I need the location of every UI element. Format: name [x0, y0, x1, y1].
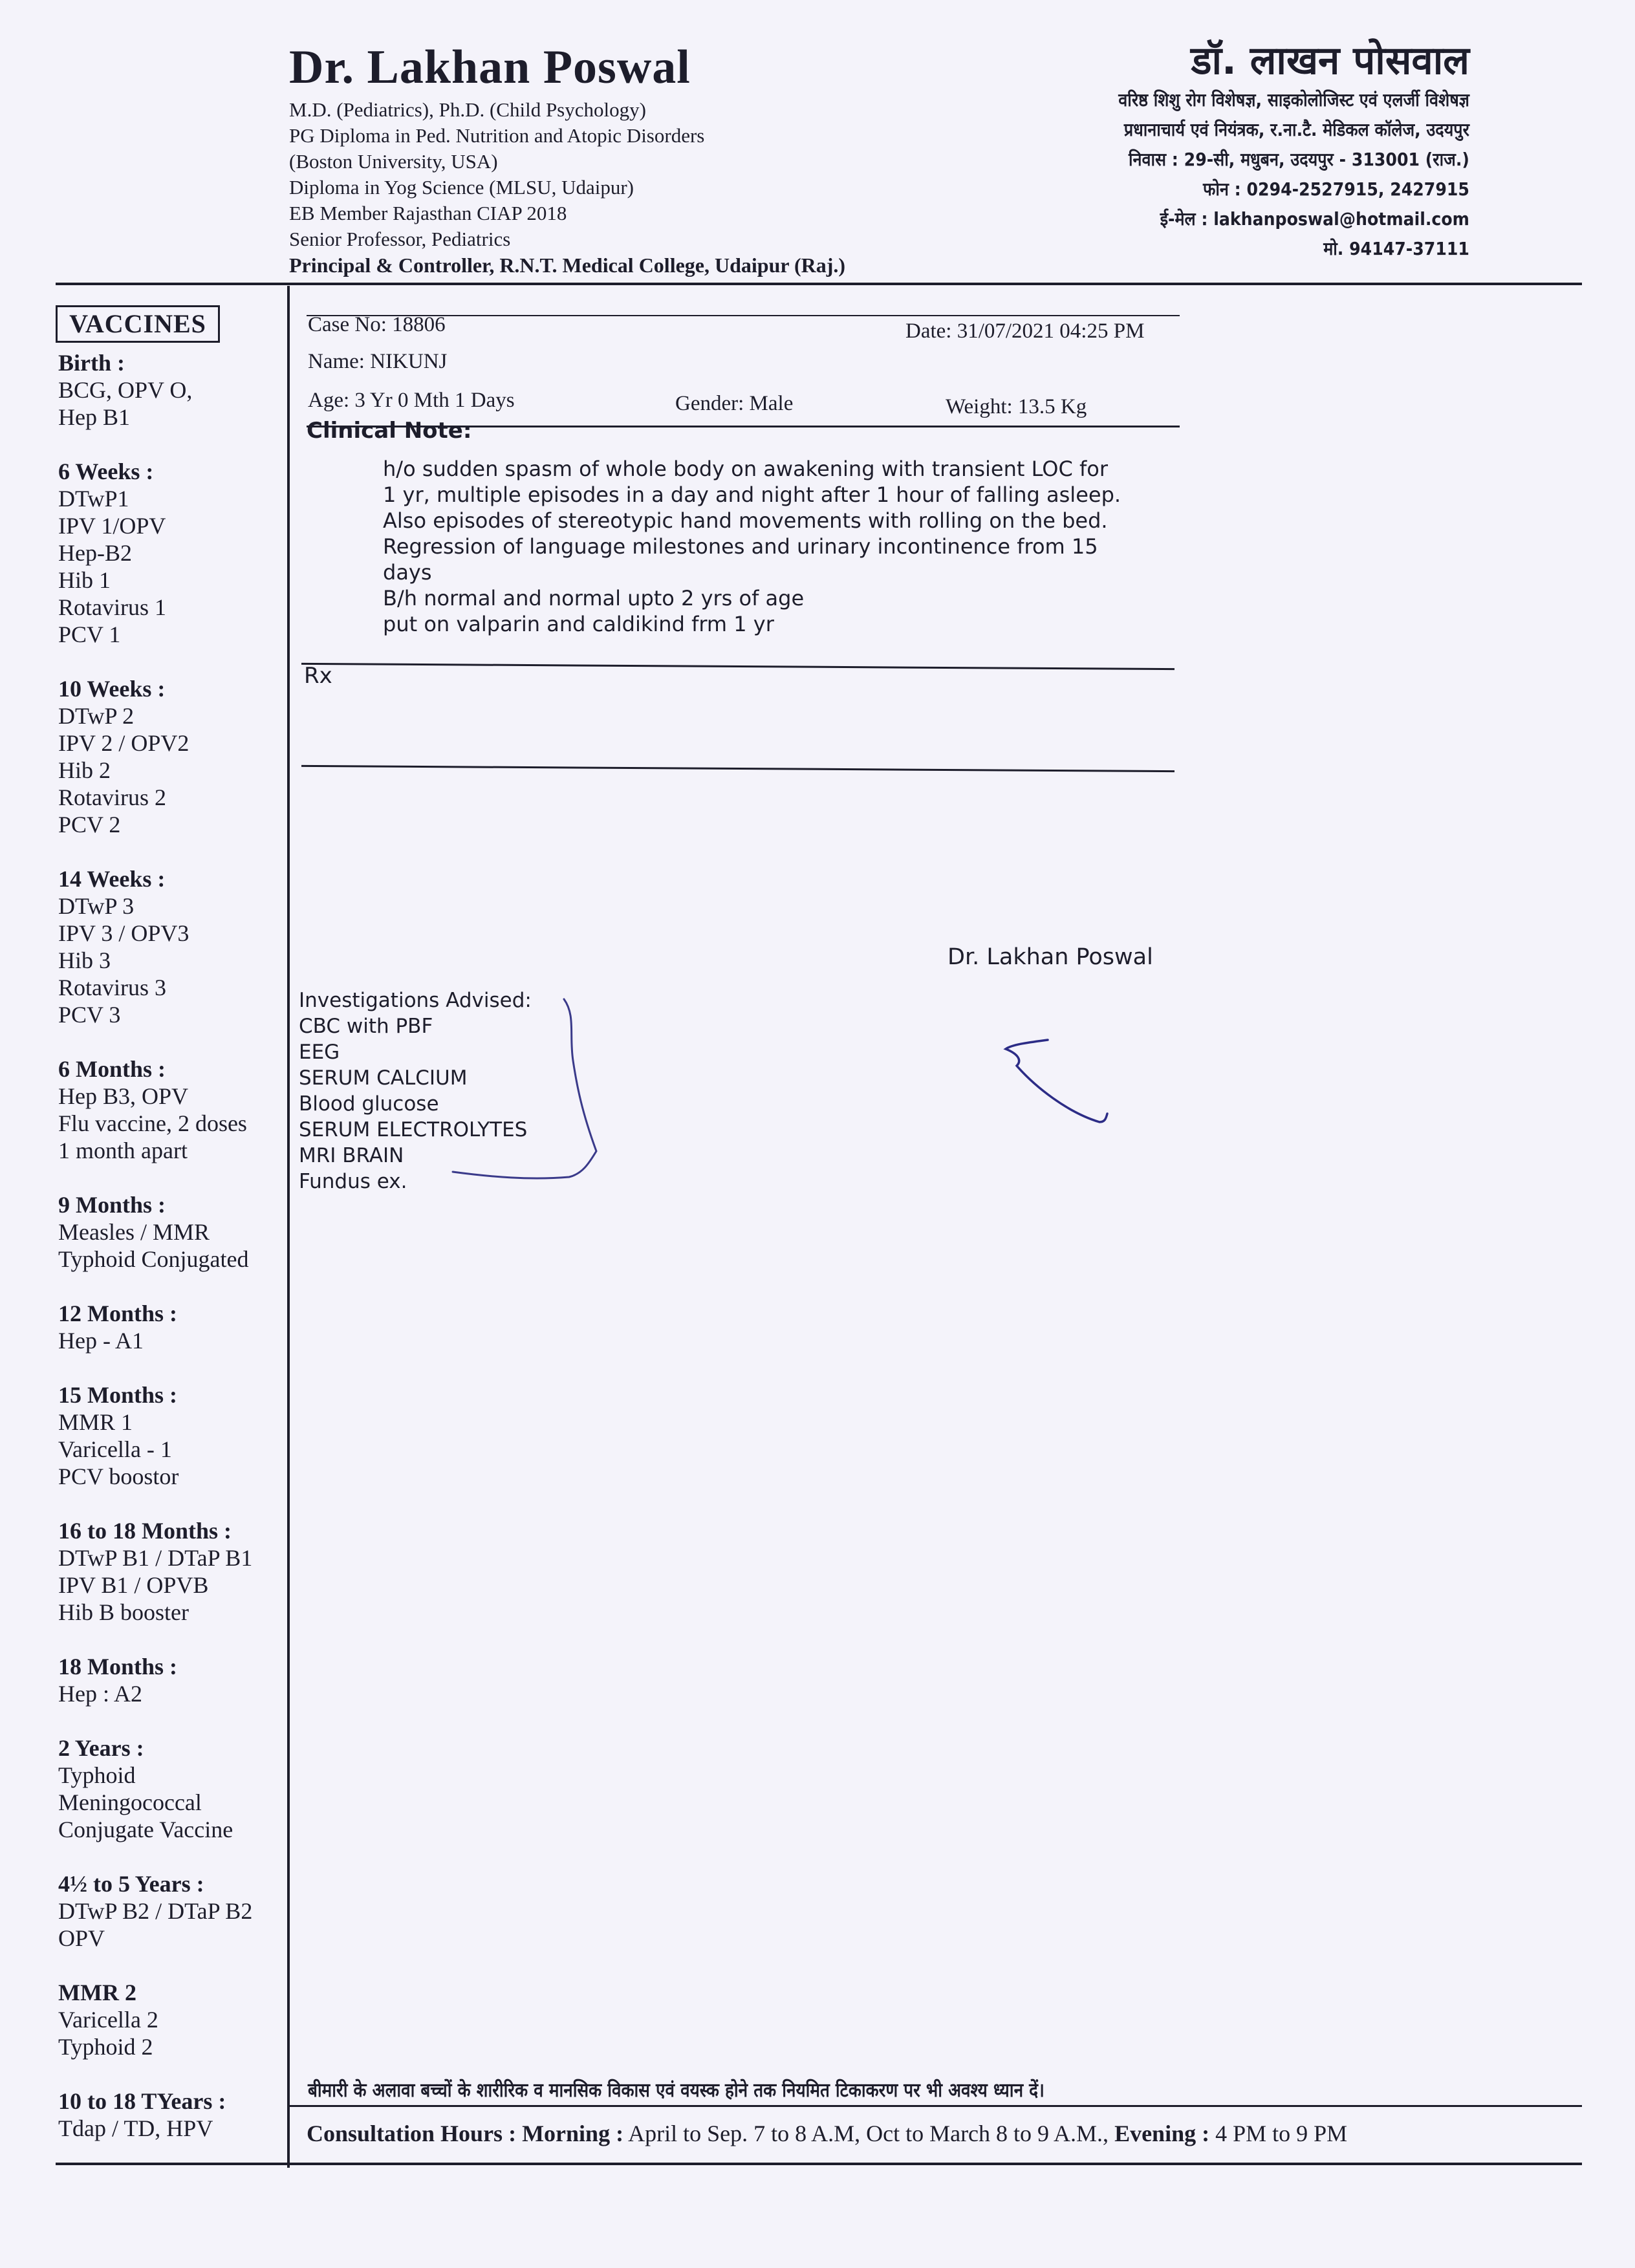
- qualification-line: PG Diploma in Ped. Nutrition and Atopic Disorders: [289, 124, 705, 147]
- investigation-item: MRI BRAIN: [299, 1144, 404, 1167]
- vaccine-item: Hep-B2: [58, 540, 132, 566]
- evening-label: Evening :: [1114, 2121, 1210, 2146]
- vaccine-item: Flu vaccine, 2 doses: [58, 1110, 247, 1136]
- signature-name: Dr. Lakhan Poswal: [947, 944, 1153, 970]
- address-line: निवास : 29-सी, मधुबन, उदयपुर - 313001 (राज.): [1129, 149, 1469, 170]
- doctor-name: Dr. Lakhan Poswal: [289, 41, 691, 94]
- visit-date: Date: 31/07/2021 04:25 PM: [905, 319, 1145, 343]
- vaccine-age-heading: 10 Weeks :: [58, 676, 166, 702]
- vaccine-item: Hep - A1: [58, 1328, 144, 1354]
- patient-name: Name: NIKUNJ: [308, 350, 448, 373]
- vaccine-item: Rotavirus 1: [58, 594, 166, 620]
- vaccine-item: Hep : A2: [58, 1681, 142, 1707]
- case-number: Case No: 18806: [308, 313, 446, 336]
- vaccine-age-heading: 14 Weeks :: [58, 866, 166, 892]
- vaccine-item: PCV boostor: [58, 1463, 179, 1489]
- vaccine-item: Hib 1: [58, 567, 111, 593]
- investigation-item: CBC with PBF: [299, 1015, 433, 1038]
- vaccine-item: Hep B3, OPV: [58, 1083, 189, 1109]
- rx-label: Rx: [304, 663, 332, 689]
- phone-line: फोन : 0294-2527915, 2427915: [1203, 178, 1469, 200]
- vaccine-age-heading: 6 Months :: [58, 1056, 166, 1082]
- investigation-item: Fundus ex.: [299, 1170, 407, 1193]
- qualification-line: (Boston University, USA): [289, 150, 498, 173]
- vaccine-age-heading: 16 to 18 Months :: [58, 1518, 232, 1544]
- consultation-hours: [307, 2120, 1347, 2147]
- email-line: ई-मेल : lakhanposwal@hotmail.com: [1160, 208, 1469, 230]
- vaccine-item: OPV: [58, 1925, 105, 1951]
- vaccine-item: Typhoid Conjugated: [58, 1246, 249, 1272]
- vaccine-item: DTwP 2: [58, 703, 135, 729]
- mobile-line: मो. 94147-37111: [1323, 238, 1469, 259]
- vaccine-age-heading: MMR 2: [58, 1980, 136, 2005]
- vaccine-age-heading: 12 Months :: [58, 1301, 178, 1326]
- vaccine-item: BCG, OPV O,: [58, 377, 193, 403]
- hours-label: Consultation Hours :: [307, 2121, 517, 2146]
- vaccine-item: Varicella - 1: [58, 1436, 172, 1462]
- investigations-label: Investigations Advised:: [299, 989, 532, 1012]
- vaccine-item: Meningococcal: [58, 1789, 202, 1815]
- vaccine-item: DTwP B2 / DTaP B2: [58, 1898, 253, 1924]
- investigation-item: SERUM CALCIUM: [299, 1066, 468, 1090]
- vaccine-item: Rotavirus 3: [58, 975, 166, 1000]
- clinical-note-line: put on valparin and caldikind frm 1 yr: [383, 612, 774, 636]
- qualification-line: Diploma in Yog Science (MLSU, Udaipur): [289, 176, 634, 199]
- doctor-name-hindi: डॉ. लाखन पोसवाल: [1191, 38, 1469, 83]
- vaccines-title: VACCINES: [56, 305, 220, 343]
- clinical-note-label: Clinical Note:: [307, 418, 472, 444]
- vaccine-item: Rotavirus 2: [58, 784, 166, 810]
- vaccine-item: Hib 3: [58, 947, 111, 973]
- clinical-note-line: days: [383, 560, 432, 585]
- vaccine-item: DTwP 3: [58, 893, 135, 919]
- vaccine-item: Varicella 2: [58, 2007, 158, 2033]
- morning-hours: April to Sep. 7 to 8 A.M, Oct to March 8 to 9 A.M.,: [628, 2121, 1109, 2146]
- clinical-note-line: 1 yr, multiple episodes in a day and night after 1 hour of falling asleep.: [383, 482, 1121, 507]
- investigation-item: Blood glucose: [299, 1092, 439, 1116]
- vaccine-item: IPV 3 / OPV3: [58, 920, 189, 946]
- morning-label: Morning :: [522, 2121, 624, 2146]
- vaccine-age-heading: 6 Weeks :: [58, 459, 154, 484]
- evening-hours: 4 PM to 9 PM: [1215, 2121, 1348, 2146]
- patient-age: Age: 3 Yr 0 Mth 1 Days: [308, 389, 515, 412]
- hindi-line: वरिष्ठ शिशु रोग विशेषज्ञ, साइकोलोजिस्ट एवं एलर्जी विशेषज्ञ: [1118, 89, 1469, 111]
- investigations-bracket: [453, 999, 596, 1178]
- vaccine-item: Hep B1: [58, 404, 130, 430]
- clinical-note-line: h/o sudden spasm of whole body on awakening with transient LOC for: [383, 457, 1108, 481]
- investigation-item: SERUM ELECTROLYTES: [299, 1118, 528, 1141]
- vaccine-item: Hib 2: [58, 757, 111, 783]
- vaccine-item: PCV 2: [58, 812, 121, 837]
- hindi-line: प्रधानाचार्य एवं नियंत्रक, र.ना.टै. मेडिकल कॉलेज, उदयपुर: [1123, 119, 1469, 140]
- footer-hindi-note: बीमारी के अलावा बच्चों के शारीरिक व मानसिक विकास एवं वयस्क होने तक नियमित टिकाकरण पर भी अवश्य ध्यान दें।: [308, 2079, 1045, 2102]
- vaccine-item: Tdap / TD, HPV: [58, 2115, 213, 2141]
- vaccine-age-heading: 18 Months :: [58, 1654, 178, 1679]
- vaccine-age-heading: 9 Months :: [58, 1192, 166, 1218]
- patient-gender: Gender: Male: [675, 392, 794, 415]
- vaccine-age-heading: 15 Months :: [58, 1382, 178, 1408]
- clinical-note-line: Also episodes of stereotypic hand movements with rolling on the bed.: [383, 508, 1108, 533]
- clinical-note-line: Regression of language milestones and urinary incontinence from 15: [383, 534, 1098, 559]
- vaccine-item: 1 month apart: [58, 1138, 188, 1163]
- vaccine-item: Hib B booster: [58, 1599, 189, 1625]
- handwritten-signature: [1006, 1040, 1107, 1122]
- vaccine-item: IPV 2 / OPV2: [58, 730, 189, 756]
- vaccine-item: MMR 1: [58, 1409, 133, 1435]
- vaccine-item: Typhoid 2: [58, 2034, 153, 2060]
- vaccine-item: Typhoid: [58, 1762, 136, 1788]
- vaccine-item: IPV B1 / OPVB: [58, 1572, 209, 1598]
- qualification-line: Senior Professor, Pediatrics: [289, 228, 511, 250]
- vaccine-item: PCV 1: [58, 621, 121, 647]
- vaccine-item: Measles / MMR: [58, 1219, 210, 1245]
- qualification-line: M.D. (Pediatrics), Ph.D. (Child Psychology): [289, 98, 646, 121]
- designation: Principal & Controller, R.N.T. Medical College, Udaipur (Raj.): [289, 254, 846, 277]
- clinical-note-line: B/h normal and normal upto 2 yrs of age: [383, 586, 805, 610]
- vaccine-age-heading: 10 to 18 TYears :: [58, 2088, 226, 2114]
- vaccine-age-heading: 2 Years :: [58, 1735, 144, 1761]
- vaccine-item: IPV 1/OPV: [58, 513, 166, 539]
- vaccine-item: PCV 3: [58, 1002, 121, 1028]
- vaccine-age-heading: 4½ to 5 Years :: [58, 1871, 204, 1897]
- patient-weight: Weight: 13.5 Kg: [946, 395, 1087, 418]
- vaccine-item: DTwP B1 / DTaP B1: [58, 1545, 253, 1571]
- vaccine-age-heading: Birth :: [58, 350, 125, 376]
- vaccine-item: DTwP1: [58, 486, 129, 512]
- qualification-line: EB Member Rajasthan CIAP 2018: [289, 202, 567, 224]
- investigation-item: EEG: [299, 1041, 340, 1064]
- vaccine-item: Conjugate Vaccine: [58, 1817, 233, 1842]
